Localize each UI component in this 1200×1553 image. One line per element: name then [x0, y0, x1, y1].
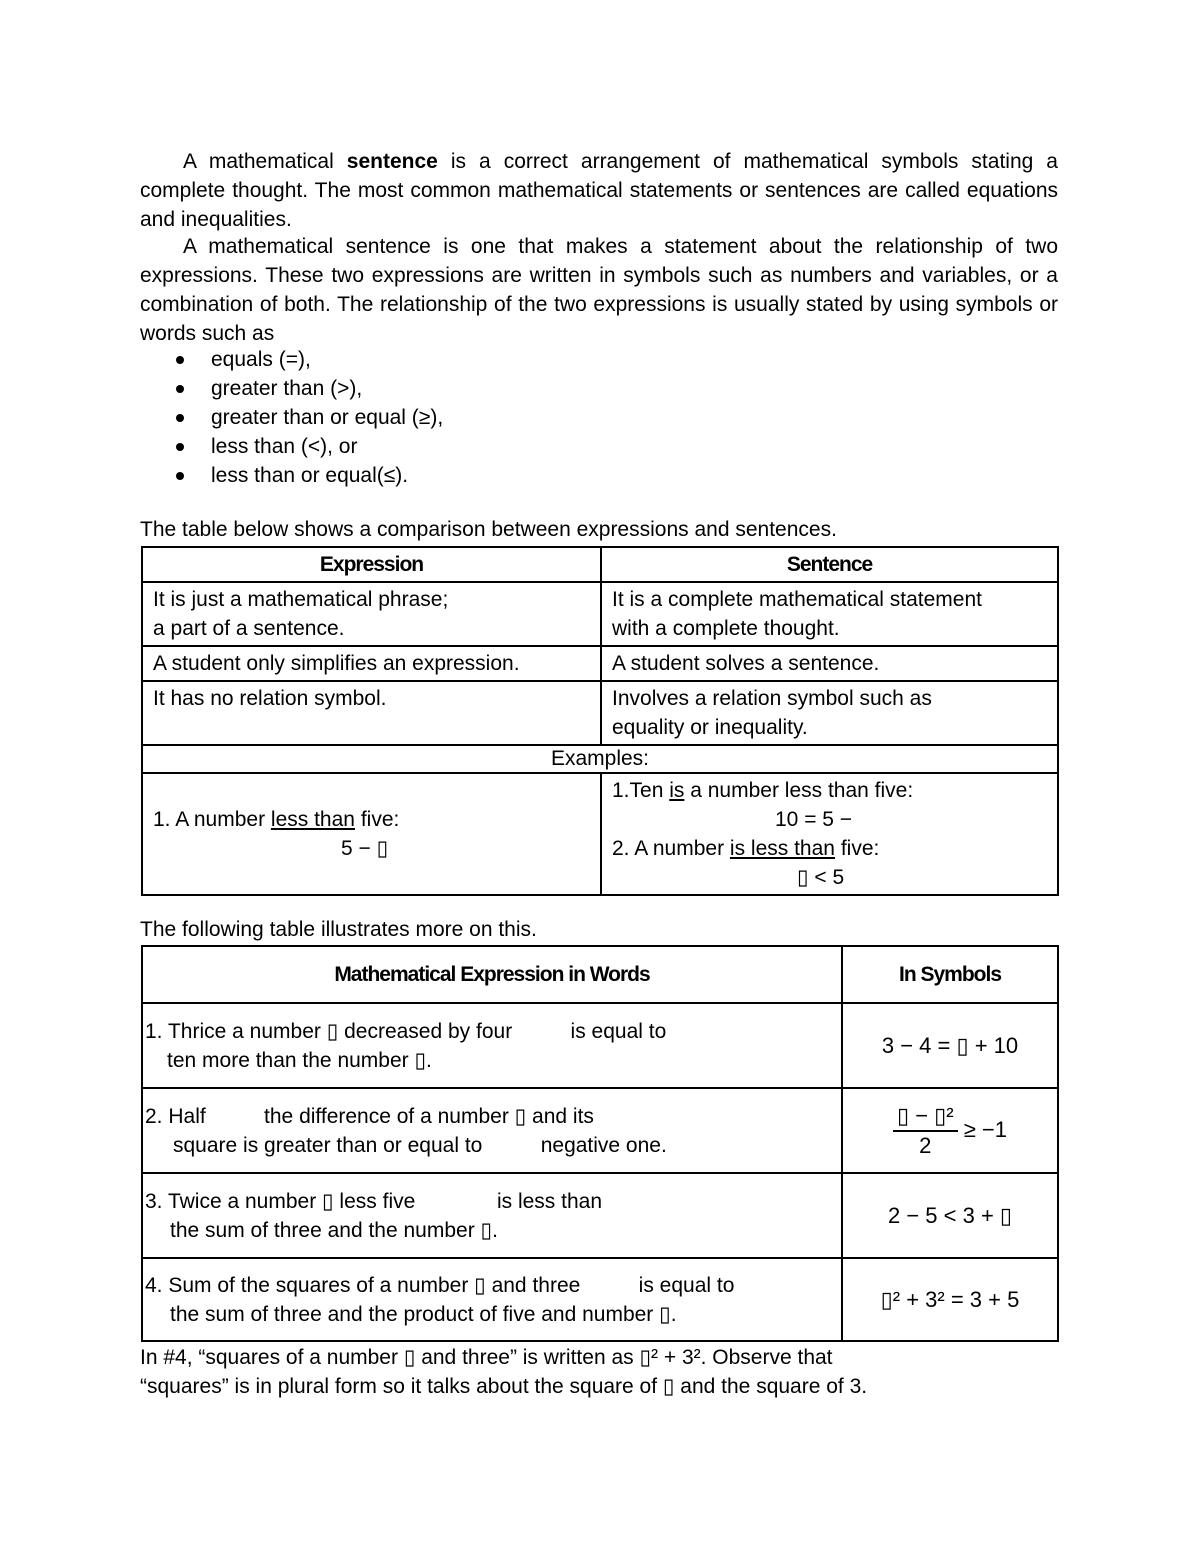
cell-symbols: 3 − 4 = ▯ + 10 — [842, 1003, 1058, 1088]
intro-paragraph-1 — [140, 147, 1058, 234]
footer-line: In #4, “squares of a number ▯ and three” is written as ▯² + 3². Observe that — [140, 1346, 833, 1369]
examples-row — [142, 773, 1058, 895]
bold-term: sentence — [346, 150, 438, 173]
cell-symbols: ▯² + 3² = 3 + 5 — [842, 1258, 1058, 1341]
list-item: greater than (>), — [140, 374, 443, 403]
cell: It has no relation symbol. — [142, 681, 601, 745]
header-symbols: In Symbols — [842, 946, 1058, 1003]
cell-words: 2. Half the difference of a number ▯ and its square is greater than or equal to negative one. — [142, 1088, 842, 1173]
list-item: equals (=), — [140, 345, 443, 374]
table1-caption: The table below shows a comparison between expressions and sentences. — [140, 518, 837, 541]
table-row — [142, 646, 1058, 681]
table-row — [142, 1173, 1058, 1258]
table-row — [142, 582, 1058, 646]
footer-line: “squares” is in plural form so it talks about the square of ▯ and the square of 3. — [140, 1375, 868, 1398]
cell: It is a complete mathematical statement with a complete thought. — [601, 582, 1058, 646]
table-row — [142, 1088, 1058, 1173]
header-words: Mathematical Expression in Words — [142, 946, 842, 1003]
text: is a correct arrangement of mathematical symbols stating a complete thought. The most common mathematical statements or sentences are called equations and inequalities. — [140, 150, 1058, 231]
cell-symbols: 2 − 5 < 3 + ▯ — [842, 1173, 1058, 1258]
cell-words: 1. Thrice a number ▯ decreased by four is equal to ten more than the number ▯. — [142, 1003, 842, 1088]
text: A mathematical — [183, 150, 347, 173]
list-item: greater than or equal (≥), — [140, 403, 443, 432]
header-expression: Expression — [142, 547, 601, 582]
table2-caption: The following table illustrates more on this. — [140, 918, 537, 941]
examples-label: Examples: — [142, 745, 1058, 773]
footer-note — [140, 1343, 867, 1401]
cell: Involves a relation symbol such as equality or inequality. — [601, 681, 1058, 745]
table-row — [142, 681, 1058, 745]
cell-words: 4. Sum of the squares of a number ▯ and three is equal to the sum of three and the product of five and number ▯. — [142, 1258, 842, 1341]
cell: A student solves a sentence. — [601, 646, 1058, 681]
list-item: less than or equal(≤). — [140, 461, 443, 490]
example-expression: 1. A number less than five: 5 − ▯ — [142, 773, 601, 895]
table-row — [142, 1003, 1058, 1088]
fraction: $\frac{\text{▯ − ▯²}}{2}$ — [893, 1102, 958, 1160]
header-sentence: Sentence — [601, 547, 1058, 582]
list-item: less than (<), or — [140, 432, 443, 461]
cell-words: 3. Twice a number ▯ less five is less than the sum of three and the number ▯. — [142, 1173, 842, 1258]
example-sentence: 1.Ten is a number less than five: 10 = 5 − 2. A number is less than five: ▯ < 5 — [601, 773, 1058, 895]
comparison-table — [141, 546, 1059, 896]
cell: A student only simplifies an expression. — [142, 646, 601, 681]
table-row — [142, 1258, 1058, 1341]
cell-symbols: $\frac{\text{▯ − ▯²}}{2}$ ≥ −1 — [842, 1088, 1058, 1173]
cell: It is just a mathematical phrase; a part of a sentence. — [142, 582, 601, 646]
intro-paragraph-2: A mathematical sentence is one that makes a statement about the relationship of two expressions. These two expressions are written in symbols such as numbers and variables, or a combination of both. The relationship of the two expressions is usually stated by using symbols or words such as — [140, 235, 1058, 345]
words-symbols-table — [141, 945, 1059, 1342]
relation-list — [140, 345, 443, 490]
